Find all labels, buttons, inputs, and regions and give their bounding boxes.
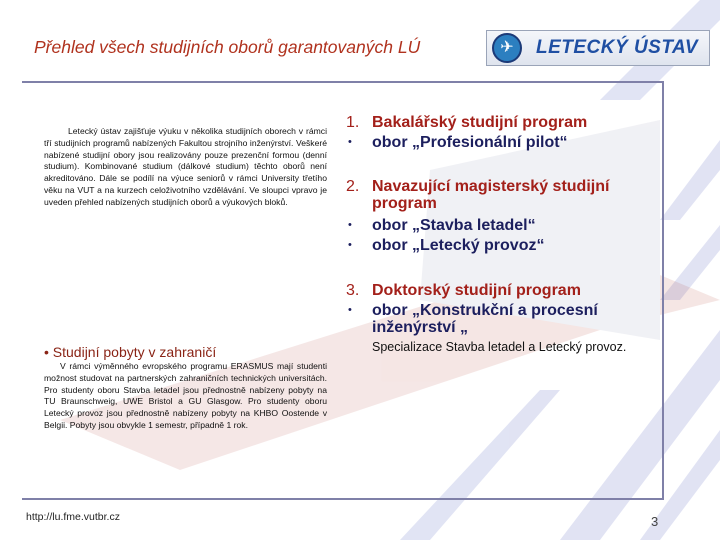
program-number: 2. xyxy=(346,178,360,195)
program-bachelor xyxy=(346,114,646,151)
institute-logo xyxy=(486,30,710,66)
content-frame-right xyxy=(662,81,664,500)
specialization-note: Specializace Stavba letadel a Letecký provoz. xyxy=(372,340,627,354)
program-doctoral xyxy=(346,282,646,354)
page-number: 3 xyxy=(651,514,659,529)
abroad-paragraph: V rámci výměnného evropského programu ERASMUS mají studenti možnost studovat na partnerských zahraničních technických universitách. Pro studenty oboru Stavba letadel jsou přednostně nabízeny pobyty na TU Braunschweig, UWE Bristol a GU Glasgow. Pro studenty oboru Letecký provoz jsou přednostně nabízeny pobyty na KHBO Oostende v Belgii. Pobyty jsou obvykle 1 semestr, případně 1 rok. xyxy=(44,361,327,430)
logo-text: LETECKÝ ÚSTAV xyxy=(536,37,699,58)
bullet: • xyxy=(348,239,352,251)
program-title: Navazující magisterský studijní program xyxy=(372,178,610,212)
intro-paragraph: Letecký ústav zajišťuje výuku v několika studijních oborech v rámci tří studijních programů nabízených Fakultou strojního inženýrství. Veškeré nabízené studijní obory jsou realizovány pouze prezenční formou (denní studium). Kombinované studium (dálkové studium) těchto oborů není akreditováno. Dále se podílí na výuce seniorů v rámci University třetího věku na VUT a na kurzech celoživotního vzdělávání. Ve sloupci vpravo je uveden přehled nabízených studijních oborů a výukových bloků. xyxy=(44,126,327,207)
bullet: • xyxy=(348,219,352,231)
program-title: Bakalářský studijní program xyxy=(372,114,588,131)
field-item: obor „Konstrukční a procesní inženýrství „ xyxy=(372,302,598,336)
bullet: • xyxy=(348,136,352,148)
field-item: obor „Stavba letadel“ xyxy=(372,217,536,234)
abroad-heading: • Studijní pobyty v zahraničí xyxy=(44,344,217,360)
field-item: obor „Letecký provoz“ xyxy=(372,237,545,254)
program-title: Doktorský studijní program xyxy=(372,282,581,299)
bird-emblem-icon: ✈ xyxy=(492,33,522,63)
title-divider xyxy=(22,81,664,83)
footer-url-link[interactable]: http://lu.fme.vutbr.cz xyxy=(26,511,120,523)
program-master xyxy=(346,178,646,254)
bullet: • xyxy=(348,304,352,316)
footer-divider xyxy=(22,498,664,500)
field-item: obor „Profesionální pilot“ xyxy=(372,134,568,151)
program-number: 1. xyxy=(346,114,360,131)
slide-title: Přehled všech studijních oborů garantovaných LÚ xyxy=(34,37,421,57)
program-number: 3. xyxy=(346,282,360,299)
